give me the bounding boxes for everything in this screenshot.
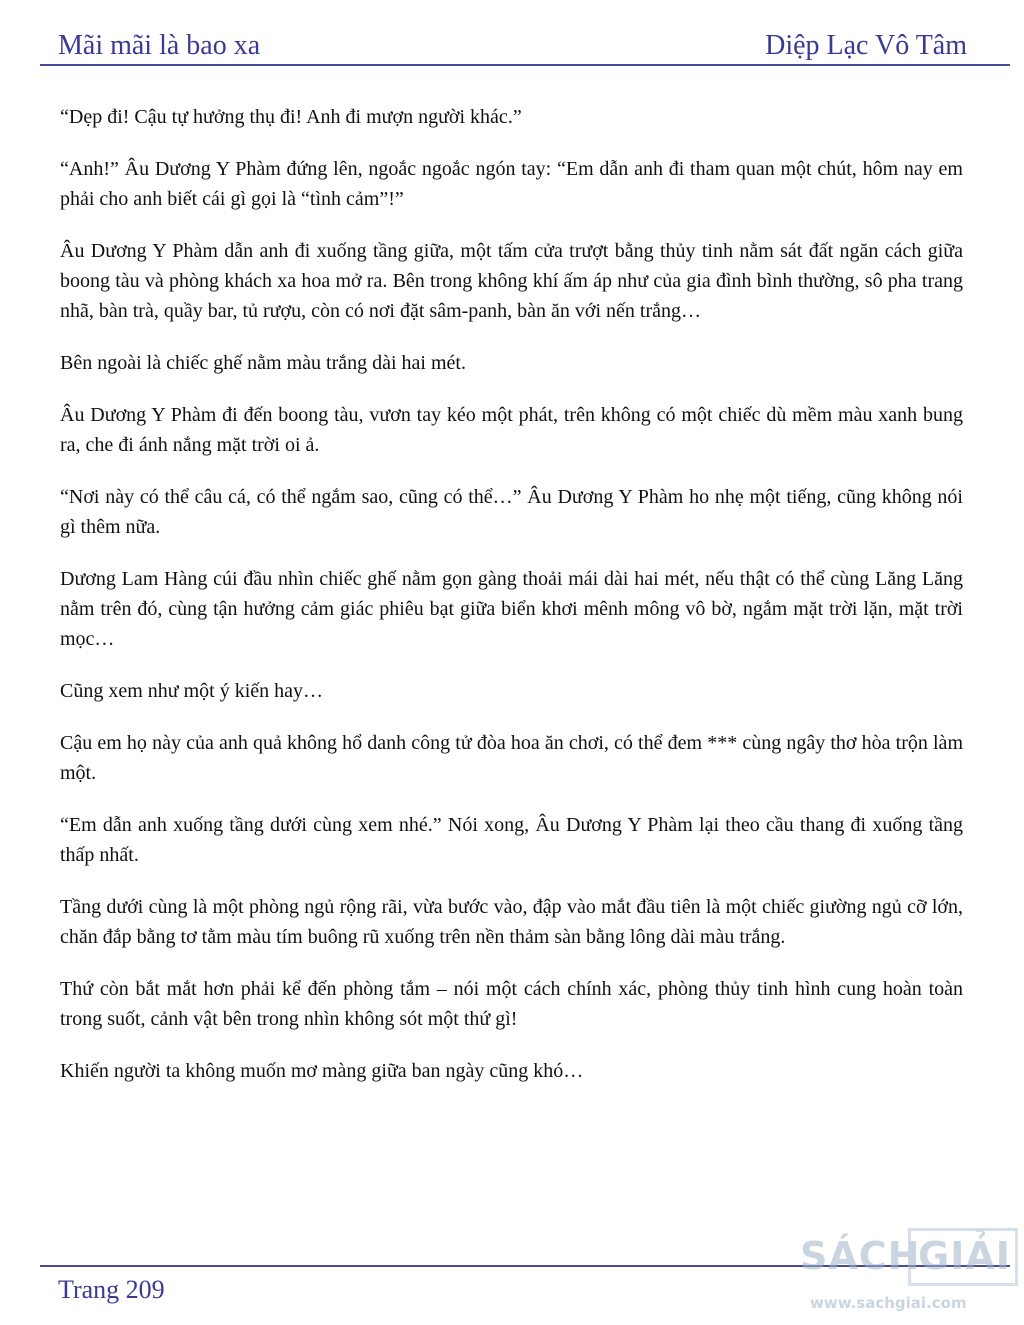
- page-number: Trang 209: [58, 1275, 165, 1304]
- book-title: Mãi mãi là bao xa: [58, 30, 261, 61]
- paragraph: Âu Dương Y Phàm dẫn anh đi xuống tầng giữa, một tấm cửa trượt bằng thủy tinh nằm sát đất ngăn cách giữa boong tàu và phòng khách xa hoa mở ra. Bên trong không khí ấm áp như của gia đình bình thường, sô pha trang nhã, bàn trà, quầy bar, tủ rượu, còn có nơi đặt sâm-panh, bàn ăn với nến trắng…: [60, 240, 963, 322]
- paragraph: Bên ngoài là chiếc ghế nằm màu trắng dài hai mét.: [60, 352, 466, 374]
- paragraph: “Nơi này có thể câu cá, có thể ngắm sao, cũng có thể…” Âu Dương Y Phàm ho nhẹ một tiếng, cũng không nói gì thêm nữa.: [60, 486, 963, 538]
- watermark-brand-left: SÁCH: [800, 1234, 921, 1278]
- page-header: [58, 22, 967, 62]
- book-author: Diệp Lạc Vô Tâm: [765, 30, 967, 61]
- header-divider: [40, 64, 1010, 66]
- paragraph: Cậu em họ này của anh quả không hổ danh công tử đòa hoa ăn chơi, có thể đem *** cùng ngây thơ hòa trộn làm một.: [60, 732, 963, 784]
- paragraph: Khiến người ta không muốn mơ màng giữa ban ngày cũng khó…: [60, 1060, 584, 1082]
- watermark-url: www.sachgiai.com: [810, 1294, 967, 1312]
- chapter-body: [60, 102, 963, 1108]
- paragraph: “Dẹp đi! Cậu tự hưởng thụ đi! Anh đi mượn người khác.”: [60, 106, 522, 128]
- paragraph: “Em dẫn anh xuống tầng dưới cùng xem nhé.” Nói xong, Âu Dương Y Phàm lại theo cầu thang đi xuống tầng thấp nhất.: [60, 814, 963, 866]
- paragraph: Tầng dưới cùng là một phòng ngủ rộng rãi, vừa bước vào, đập vào mắt đầu tiên là một chiếc giường ngủ cỡ lớn, chăn đắp bằng tơ tằm màu tím buông rũ xuống trên nền thảm sàn bằng lông dài màu trắng.: [60, 896, 963, 948]
- paragraph: Âu Dương Y Phàm đi đến boong tàu, vươn tay kéo một phát, trên không có một chiếc dù mềm màu xanh bung ra, che đi ánh nắng mặt trời oi ả.: [60, 404, 963, 456]
- paragraph: Dương Lam Hàng cúi đầu nhìn chiếc ghế nằm gọn gàng thoải mái dài hai mét, nếu thật có thể cùng Lăng Lăng nằm trên đó, cùng tận hưởng cảm giác phiêu bạt giữa biển khơi mênh mông vô bờ, ngắm mặt trời lặn, mặt trời mọc…: [60, 568, 963, 650]
- watermark-logo: [800, 1228, 1020, 1320]
- paragraph: “Anh!” Âu Dương Y Phàm đứng lên, ngoắc ngoắc ngón tay: “Em dẫn anh đi tham quan một chút, hôm nay em phải cho anh biết cái gì gọi là “tình cảm”!”: [60, 158, 963, 210]
- paragraph: Thứ còn bắt mắt hơn phải kể đến phòng tắm – nói một cách chính xác, phòng thủy tinh hình cung hoàn toàn trong suốt, cảnh vật bên trong nhìn không sót một thứ gì!: [60, 978, 963, 1030]
- watermark-brand-right: GIẢI: [918, 1234, 1011, 1278]
- paragraph: Cũng xem như một ý kiến hay…: [60, 680, 324, 702]
